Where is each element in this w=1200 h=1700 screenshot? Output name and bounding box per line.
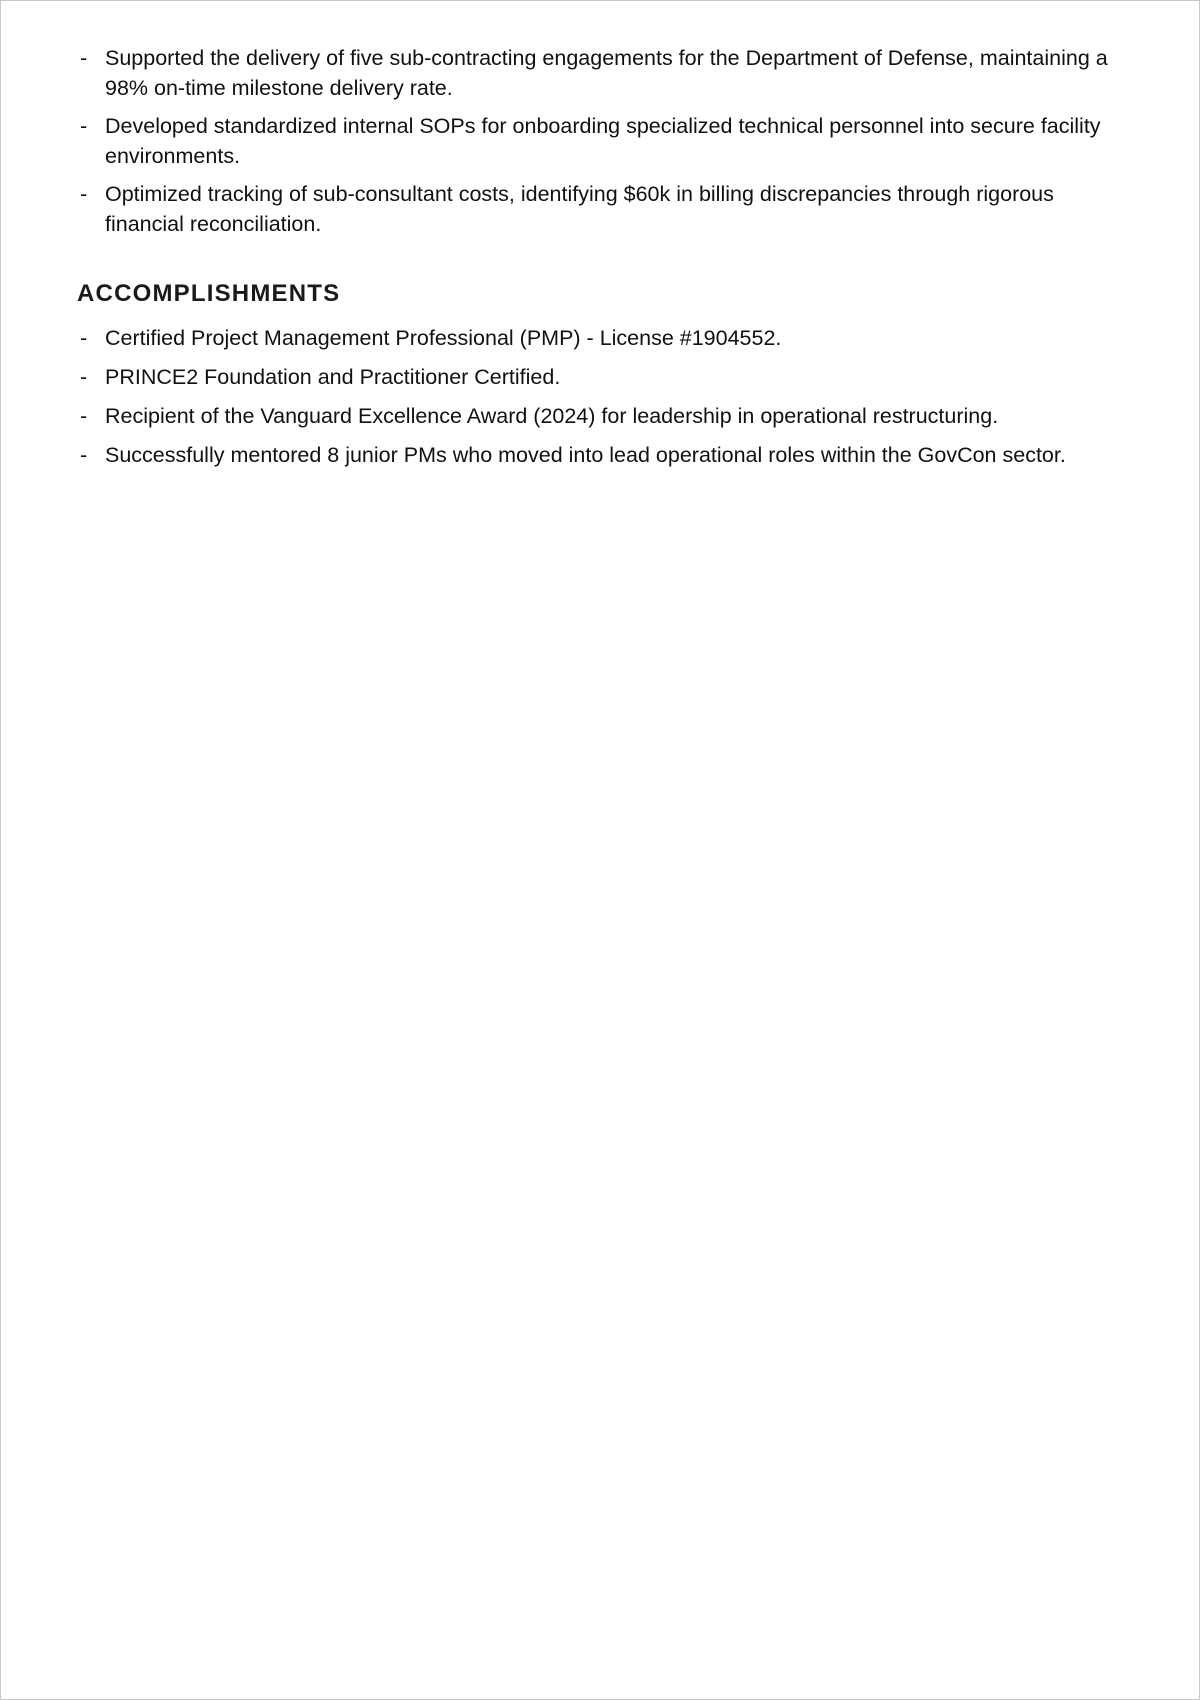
experience-bullet-text: Optimized tracking of sub-consultant costs, identifying $60k in billing discrepancies through rigorous financial reconciliation.: [105, 182, 1054, 236]
accomplishment-item: [77, 323, 1117, 353]
bullet-marker: -: [80, 404, 88, 428]
bullet-marker: -: [80, 46, 88, 70]
accomplishments-heading: ACCOMPLISHMENTS: [77, 280, 341, 307]
bullet-marker: -: [80, 182, 88, 206]
accomplishments-list: [77, 323, 1117, 470]
accomplishment-text: Successfully mentored 8 junior PMs who moved into lead operational roles within the GovCon sector.: [105, 443, 1066, 467]
experience-bullet: [77, 43, 1117, 103]
bullet-marker: -: [80, 326, 88, 350]
accomplishment-item: [77, 401, 1117, 431]
accomplishment-text: Certified Project Management Professional (PMP) - License #1904552.: [105, 326, 782, 350]
accomplishment-item: [77, 440, 1117, 470]
accomplishment-text: PRINCE2 Foundation and Practitioner Certified.: [105, 365, 561, 389]
page-content: [77, 43, 1117, 479]
bullet-marker: -: [80, 114, 88, 138]
experience-bullet: [77, 111, 1117, 171]
bullet-marker: -: [80, 365, 88, 389]
experience-bullet-text: Developed standardized internal SOPs for onboarding specialized technical personnel into secure facility environments.: [105, 114, 1101, 168]
experience-bullet: [77, 179, 1117, 239]
bullet-marker: -: [80, 443, 88, 467]
experience-bullet-text: Supported the delivery of five sub-contracting engagements for the Department of Defense, maintaining a 98% on-time milestone delivery rate.: [105, 46, 1108, 100]
experience-bullet-list: [77, 43, 1117, 239]
accomplishment-item: [77, 362, 1117, 392]
accomplishment-text: Recipient of the Vanguard Excellence Award (2024) for leadership in operational restructuring.: [105, 404, 999, 428]
